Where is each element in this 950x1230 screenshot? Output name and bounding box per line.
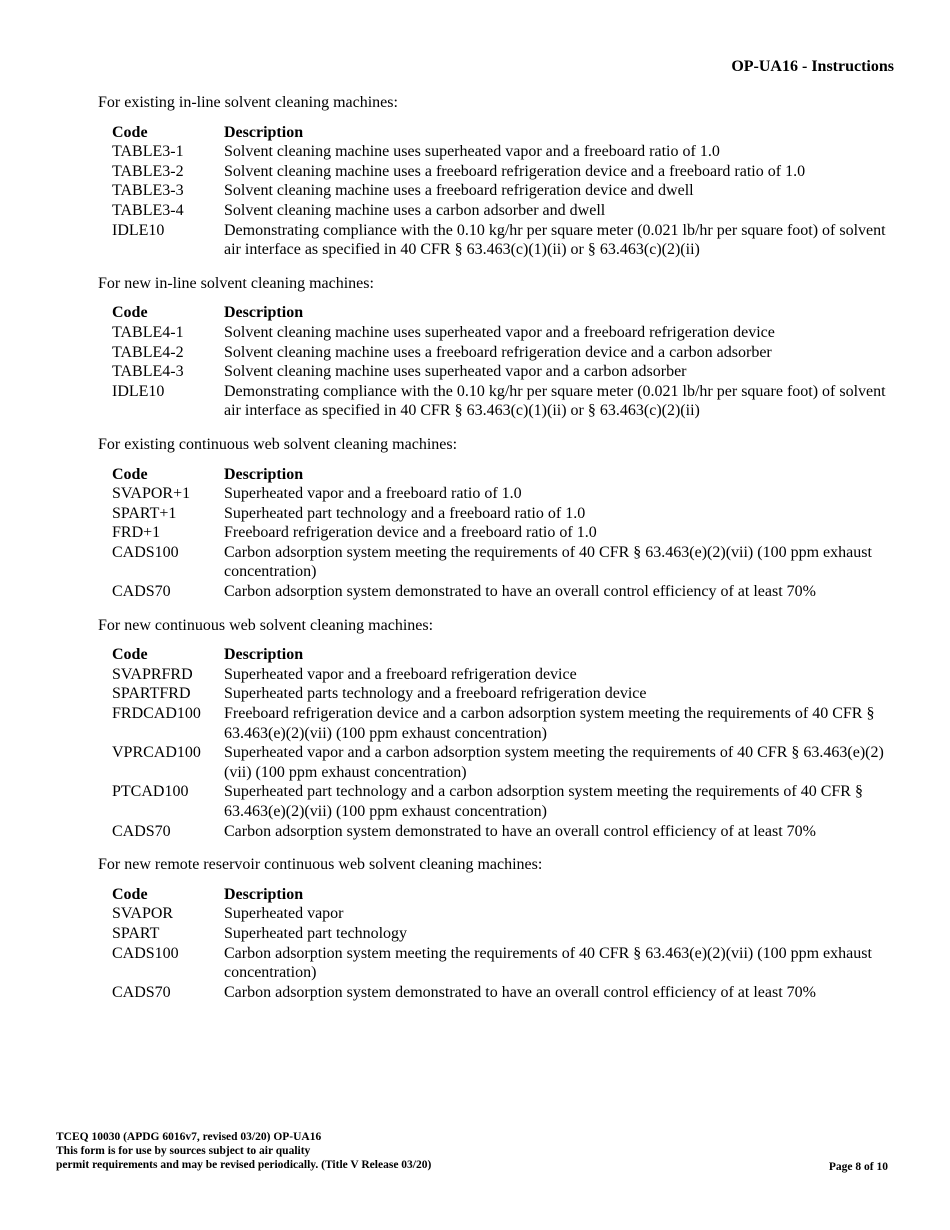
table-row: [112, 142, 894, 162]
row-code: CADS70: [112, 822, 171, 840]
page-header-title: OP-UA16 - Instructions: [731, 58, 894, 75]
row-code: TABLE3-3: [112, 182, 184, 200]
table-row: [112, 704, 894, 743]
column-header-description: Description: [224, 465, 304, 483]
row-description: Superheated parts technology and a freeboard refrigeration device: [224, 685, 647, 703]
column-header-description: Description: [224, 304, 304, 322]
table-row: [112, 362, 894, 382]
footer-line-1: TCEQ 10030 (APDG 6016v7, revised 03/20) OP-UA16: [56, 1131, 322, 1143]
row-description: Carbon adsorption system meeting the requirements of 40 CFR § 63.463(e)(2)(vii) (100 ppm exhaust concentration): [224, 543, 872, 581]
code-table: [112, 885, 894, 1003]
column-header-code: Code: [112, 885, 148, 903]
section-intro: For new continuous web solvent cleaning machines:: [98, 616, 434, 634]
row-code: TABLE3-2: [112, 162, 184, 180]
row-code: VPRCAD100: [112, 744, 201, 762]
row-description: Solvent cleaning machine uses a freeboard refrigeration device and a carbon adsorber: [224, 343, 772, 361]
table-row: [112, 983, 894, 1003]
row-code: PTCAD100: [112, 783, 189, 801]
row-description: Solvent cleaning machine uses superheated vapor and a freeboard refrigeration device: [224, 323, 775, 341]
column-header-code: Code: [112, 465, 148, 483]
code-section: [98, 855, 898, 1002]
row-code: TABLE3-1: [112, 143, 184, 161]
row-description: Carbon adsorption system demonstrated to have an overall control efficiency of at least 70%: [224, 822, 816, 840]
row-code: SVAPOR+1: [112, 485, 191, 503]
column-header-code: Code: [112, 304, 148, 322]
section-intro: For existing continuous web solvent cleaning machines:: [98, 435, 458, 453]
row-code: SPART+1: [112, 504, 177, 522]
footer-line-2: This form is for use by sources subject to air quality: [56, 1145, 311, 1157]
row-code: FRDCAD100: [112, 705, 201, 723]
table-row: [112, 782, 894, 821]
column-header-code: Code: [112, 123, 148, 141]
table-row: [112, 665, 894, 685]
footer-form-info: [56, 1130, 431, 1172]
row-code: SVAPRFRD: [112, 665, 193, 683]
row-description: Solvent cleaning machine uses a carbon adsorber and dwell: [224, 201, 606, 219]
table-row: [112, 904, 894, 924]
section-intro: For existing in-line solvent cleaning machines:: [98, 94, 398, 111]
table-row: [112, 201, 894, 221]
row-description: Superheated vapor and a freeboard ratio of 1.0: [224, 485, 522, 503]
table-row: [112, 543, 894, 582]
table-row: [112, 323, 894, 343]
row-description: Solvent cleaning machine uses a freeboard refrigeration device and a freeboard ratio of 1.0: [224, 162, 806, 180]
row-code: TABLE3-4: [112, 201, 184, 219]
document-body: [98, 93, 898, 1016]
table-row: [112, 221, 894, 260]
row-code: FRD+1: [112, 524, 161, 542]
table-row: [112, 343, 894, 363]
table-row: [112, 582, 894, 602]
row-description: Solvent cleaning machine uses superheated vapor and a freeboard ratio of 1.0: [224, 143, 720, 161]
row-description: Solvent cleaning machine uses superheated vapor and a carbon adsorber: [224, 363, 687, 381]
code-section: [98, 435, 898, 602]
section-intro: For new remote reservoir continuous web solvent cleaning machines:: [98, 856, 543, 874]
table-row: [112, 382, 894, 421]
code-section: [98, 93, 898, 260]
row-description: Freeboard refrigeration device and a carbon adsorption system meeting the requirements of 40 CFR § 63.463(e)(2)(vii) (100 ppm exhaust concentration): [224, 705, 875, 742]
row-description: Carbon adsorption system meeting the requirements of 40 CFR § 63.463(e)(2)(vii) (100 ppm exhaust concentration): [224, 944, 872, 982]
table-header-row: [112, 465, 894, 485]
code-section: [98, 274, 898, 421]
row-description: Freeboard refrigeration device and a freeboard ratio of 1.0: [224, 524, 597, 542]
table-header-row: [112, 303, 894, 323]
code-table: [112, 123, 894, 260]
column-header-code: Code: [112, 646, 148, 664]
footer-line-3: permit requirements and may be revised periodically. (Title V Release 03/20): [56, 1159, 432, 1171]
row-code: CADS100: [112, 944, 179, 962]
row-description: Demonstrating compliance with the 0.10 kg/hr per square meter (0.021 lb/hr per square foot) of solvent air interface as specified in 40 CFR § 63.463(c)(1)(ii) or § 63.463(c)(2)(ii): [224, 382, 886, 420]
row-code: CADS70: [112, 983, 171, 1001]
code-table: [112, 465, 894, 602]
code-section: [98, 616, 898, 842]
code-table: [112, 303, 894, 421]
table-row: [112, 944, 894, 983]
row-code: CADS100: [112, 543, 179, 561]
table-row: [112, 684, 894, 704]
table-row: [112, 181, 894, 201]
page-number: Page 8 of 10: [828, 1161, 888, 1173]
row-code: IDLE10: [112, 382, 165, 400]
table-row: [112, 484, 894, 504]
table-header-row: [112, 645, 894, 665]
row-description: Superheated vapor and a freeboard refrigeration device: [224, 665, 577, 683]
table-row: [112, 743, 894, 782]
row-code: TABLE4-2: [112, 343, 184, 361]
row-code: TABLE4-1: [112, 323, 184, 341]
row-description: Superheated part technology and a carbon adsorption system meeting the requirements of 40 CFR § 63.463(e)(2)(vii) (100 ppm exhaust concentration): [224, 783, 863, 820]
column-header-description: Description: [224, 123, 304, 141]
row-description: Solvent cleaning machine uses a freeboard refrigeration device and dwell: [224, 182, 694, 200]
row-description: Superheated part technology and a freeboard ratio of 1.0: [224, 504, 586, 522]
row-description: Superheated part technology: [224, 924, 408, 942]
row-description: Superheated vapor: [224, 905, 344, 923]
row-code: CADS70: [112, 583, 171, 601]
code-table: [112, 645, 894, 841]
table-header-row: [112, 123, 894, 143]
table-row: [112, 523, 894, 543]
column-header-description: Description: [224, 885, 304, 903]
table-row: [112, 504, 894, 524]
row-description: Superheated vapor and a carbon adsorption system meeting the requirements of 40 CFR § 63.463(e)(2)(vii) (100 ppm exhaust concentration): [224, 744, 884, 781]
table-row: [112, 162, 894, 182]
section-intro: For new in-line solvent cleaning machines:: [98, 274, 374, 292]
table-row: [112, 822, 894, 842]
row-description: Demonstrating compliance with the 0.10 kg/hr per square meter (0.021 lb/hr per square foot) of solvent air interface as specified in 40 CFR § 63.463(c)(1)(ii) or § 63.463(c)(2)(ii): [224, 221, 886, 259]
table-header-row: [112, 885, 894, 905]
row-code: SVAPOR: [112, 905, 174, 923]
row-code: IDLE10: [112, 221, 165, 239]
row-code: TABLE4-3: [112, 363, 184, 381]
row-code: SPART: [112, 924, 160, 942]
table-row: [112, 924, 894, 944]
column-header-description: Description: [224, 646, 304, 664]
row-code: SPARTFRD: [112, 685, 191, 703]
row-description: Carbon adsorption system demonstrated to have an overall control efficiency of at least 70%: [224, 983, 816, 1001]
row-description: Carbon adsorption system demonstrated to have an overall control efficiency of at least 70%: [224, 583, 816, 601]
